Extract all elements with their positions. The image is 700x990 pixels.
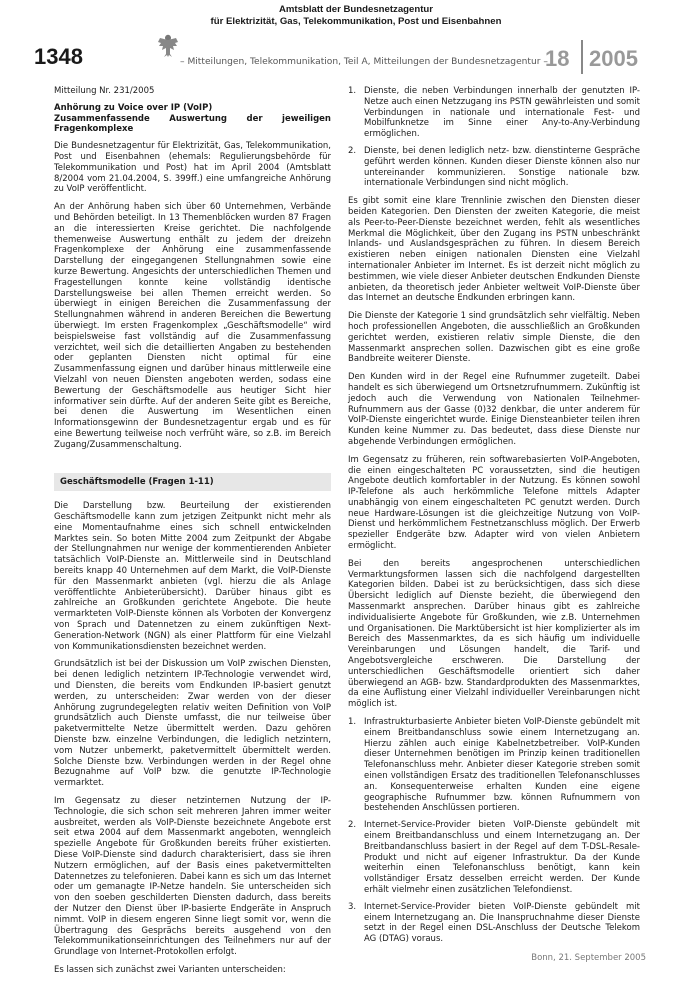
body-paragraph: Im Gegensatz zu dieser netzinternen Nutzung der IP-Technologie, die sich schon seit mehreren Jahren immer weiter ausbreitet, werden als VoIP-Dienste bezeichnete Angebote erst seit etwa 2004 auf dem Massenmarkt angeboten, wenngleich spezielle Angebote für Großkunden bereits früher existierten. Diese VoIP-Dienste sind dadurch charakterisiert, dass sie ihren Nutzern ermöglichen, auf der Basis eines paketvermittelten Datennetzes zu telefonieren. Dabei kann es sich um das Internet oder um gemanagte IP-Netze handeln. Sie unterscheiden sich von den soeben geschilderten Diensten dadurch, dass bereits der Nutzer den Dienst über IP-basierte Endgeräte in Anspruch nimmt. VoIP in diesem engeren Sinne liegt somit vor, wenn die Übertragung des Gesprächs bereits ausgehend von den Telekommunikationseinrichtungen des Teilnehmers nur auf der Grundlage von Internet-Protokollen erfolgt. [54, 796, 331, 958]
intro-paragraph: Die Bundesnetzagentur für Elektrizität, Gas, Telekommunikation, Post und Eisenbahnen (ehemals: Regulierungsbehörde für Telekommunikation und Post) hat im April 2004 (Amtsblatt 8/2004 vom 21.04.2004, S. 399ff.) eine umfangreiche Anhörung zu VoIP veröffentlicht. [54, 141, 331, 195]
list-item [348, 820, 640, 896]
body-paragraph: Die Darstellung bzw. Beurteilung der existierenden Geschäftsmodelle kann zum jetzigen Zeitpunkt nicht mehr als eine Momentaufnahme eines sich schnell entwickelnden Marktes sein. So boten Mitte 2004 zum Zeitpunkt der Abgabe der Stellungnahmen nur wenige der kommentierenden Anbieter tatsächlich VoIP-Dienste an. Mittlerweile sind in Deutschland bereits knapp 40 Unternehmen auf dem Markt, die VoIP-Dienste für den Massenmarkt anbieten (vgl. hierzu die als Anlage veröffentlichte Anbieterübersicht). Darüber hinaus gibt es zahlreiche an Großkunden gerichtete Angebote. Die heute vermarkteten VoIP-Dienste können als Vorboten der Konvergenz von Sprach und Datennetzen zu einem zukünftigen Next-Generation-Network (NGN) als einer Plattform für eine Vielzahl von Kommunikationsdiensten bezeichnet werden. [54, 501, 331, 652]
list-text: Internet-Service-Provider bieten VoIP-Dienste gebündelt mit einem Internetzugang an. Die Inanspruchnahme dieser Dienste setzt in der Regel einen DSL-Anschluss der Deutsche Telekom AG (DTAG) voraus. [364, 901, 640, 945]
list-item [348, 86, 640, 140]
intro-paragraph: An der Anhörung haben sich über 60 Unternehmen, Verbände und Behörden beteiligt. In 13 Themenblöcken wurden 87 Fragen an die interessierten Kreise gerichtet. Die nachfolgende themenweise Auswertung enthält zu jedem der dreizehn Fragenkomplexe der Anhörung eine zusammenfassende Darstellung der eingegangenen Stellungnahmen sowie eine kurze Bewertung. Angesichts der unterschiedlichen Themen und Fragestellungen konnte keine vollständig identische Darstellungsweise bei allen Themen erreicht werden. So überwiegt in einigen Bereichen die Zusammenfassung der Stellungnahmen während in anderen Bereichen die Bewertung überwiegt. Im ersten Fragenkomplex „Geschäftsmodelle“ wird beispielsweise fast vollständig auf die Zusammenfassung verzichtet, weil sich die detaillierten Angaben zu bestehenden oder geplanten Diensten nicht optimal für eine Zusammenfassung eignen und darüber hinaus mittlerweile eine Vielzahl von neuen Diensten angeboten werden, sodass eine Bewertung der Geschäftsmodelle aus heutiger Sicht hier informativer sein dürfte. Auf der anderen Seite gibt es Bereiche, bei denen die Auswertung im Wesentlichen einen Informationsgewinn der Bundesnetzagentur ergab und es für eine Bewertung teilweise noch verfrüht wäre, so z.B. im Bereich Zugang/Zusammenschaltung. [54, 202, 331, 450]
page-number: 1348 [34, 44, 83, 69]
federal-eagle-icon [157, 32, 179, 58]
list-item [348, 902, 640, 945]
notice-number: Mitteilung Nr. 231/2005 [54, 86, 155, 96]
list-text: Dienste, die neben Verbindungen innerhalb der genutzten IP-Netze auch einen Netzzugang ins PSTN gewährleisten und somit Verbindungen in nationale und internationale Fest- und Mobilfunknetze im Sinne einer Any-to-Any-Verbindung ermöglichen. [364, 86, 640, 140]
provider-categories-list [348, 717, 640, 945]
body-paragraph: Die Dienste der Kategorie 1 sind grundsätzlich sehr vielfältig. Neben hoch professionellen Angeboten, die ausschließlich an Großkunden gerichtet werden, existieren relativ simple Dienste, die den Massenmarkt ansprechen sollen. Dazwischen gibt es eine große Bandbreite weiterer Dienste. [348, 311, 640, 365]
left-column [54, 86, 331, 983]
body-paragraph: Es gibt somit eine klare Trennlinie zwischen den Diensten dieser beiden Kategorien. Den Diensten der zweiten Kategorie, die meist als Peer-to-Peer-Dienste bezeichnet werden, fehlt als wesentliches Merkmal die Möglichkeit, über den Zugang ins PSTN unbeschränkt Inlands- und Auslandsgesprächen zu führen. In diesem Bereich existieren neben einigen nationalen Diensten eine Vielzahl internationaler Anbieter im Internet. Es ist derzeit nicht möglich zu bestimmen, wie viele dieser Anbieter deutschen Endkunden Dienste anbieten, da theoretisch jeder Anbieter weltweit VoIP-Dienste über das Internet an deutsche Endkunden erbringen kann. [348, 196, 640, 304]
list-item [348, 146, 640, 189]
list-number: 2. [348, 145, 357, 156]
gazette-title [186, 4, 526, 28]
footer-date: Bonn, 21. September 2005 [531, 953, 646, 963]
body-paragraph: Bei den bereits angesprochenen unterschiedlichen Vermarktungsformen lassen sich die nachfolgend dargestellten Kategorien bilden. Dabei ist zu berücksichtigen, dass sich diese Übersicht lediglich auf Dienste bezieht, die überwiegend den Massenmarkt ansprechen. Darüber hinaus gibt es zahlreiche individualisierte Angebote für Großkunden, wie z.B. Unternehmen und Organisationen. Die Marktübersicht ist hier komplizierter als im Bereich des Massenmarktes, da es sich häufig um individuelle Vereinbarungen und Lösungen handelt, die Tarif- und Angebotsvergleiche erschweren. Die Darstellung der unterschiedlichen Geschäftsmodelle orientiert sich daher überwiegend an AGB- bzw. Standardprodukten des Massenmarktes, da eine Auflistung einer Vielzahl individueller Vereinbarungen nicht möglich ist. [348, 558, 640, 710]
list-number: 2. [348, 820, 357, 831]
body-paragraph: Grundsätzlich ist bei der Diskussion um VoIP zwischen Diensten, bei denen lediglich netzintern IP-Technologie verwendet wird, und Diensten, die bereits vom Endkunden IP-basiert genutzt werden, zu unterscheiden: Zwar werden von der dieser Anhörung zugrundegelegten relativ weiten Definition von VoIP grundsätzlich auch Dienste umfasst, die nur teilweise über paketvermittelte Netze übermittelt werden. Dazu gehören Dienste bzw. einzelne Verbindungen, die lediglich netzintern, vom Nutzer unbemerkt, paketvermittelt übermittelt werden. Solche Dienste bzw. Verbindungen werden in der Regel ohne Bezugnahme auf VoIP bzw. die genutzte IP-Technologie vermarktet. [54, 659, 331, 789]
variants-list [348, 86, 640, 189]
article-heading-line1: Anhörung zu Voice over IP (VoIP) [54, 102, 213, 113]
list-item [348, 717, 640, 814]
article-heading [54, 103, 331, 135]
list-number: 3. [348, 901, 357, 912]
issue-badge [545, 46, 645, 74]
gazette-subtitle: – Mitteilungen, Telekommunikation, Teil A, Mitteilungen der Bundesnetzagentur – [180, 57, 548, 67]
article-heading-line2: Zusammenfassende Auswertung der jeweiligen Fragenkomplexe [54, 113, 331, 135]
body-paragraph: Im Gegensatz zu früheren, rein softwarebasierten VoIP-Angeboten, die einen eingeschalteten PC voraussetzten, sind die heutigen Angebote deutlich komfortabler in der Nutzung. Es können sowohl IP-Telefone als auch herkömmliche Telefone mittels Adapter unabhängig von einem eingeschalteten PC genutzt werden. Durch neue Hardware-Lösungen ist die gleichzeitige Nutzung von VoIP-Dienst und herkömmlichem Festnetzanschluss möglich. Der Erwerb spezieller Endgeräte bzw. Adapter wird von vielen Anbietern ermöglicht. [348, 454, 640, 552]
list-text: Dienste, bei denen lediglich netz- bzw. dienstinterne Gespräche geführt werden können. Kunden dieser Dienste können also nur untereinander kommunizieren. Sonstige nationale bzw. internationale Verbindungen sind nicht möglich. [364, 145, 640, 189]
body-paragraph: Es lassen sich zunächst zwei Varianten unterscheiden: [54, 964, 286, 975]
list-number: 1. [348, 86, 357, 96]
list-text: Internet-Service-Provider bieten VoIP-Dienste gebündelt mit einem Breitbandanschluss und einem Internetzugang an. Der Breitbandanschluss basiert in der Regel auf dem T-DSL-Resale-Produkt und nicht auf eigener Infrastruktur. Da der Kunde weiterhin einen Telefonanschluss benötigt, kann kein vollständiger Ersatz desselben erreicht werden. Der Kunde erhält vielmehr einen zusätzlichen Telefondienst. [364, 820, 640, 895]
gazette-title-line1: Amtsblatt der Bundesnetzagentur [278, 4, 434, 15]
issue-year: 2005 [589, 46, 638, 71]
issue-divider [581, 40, 583, 74]
section-heading: Geschäftsmodelle (Fragen 1-11) [54, 473, 331, 492]
list-number: 1. [348, 717, 357, 728]
issue-number: 18 [545, 46, 570, 71]
body-paragraph: Den Kunden wird in der Regel eine Rufnummer zugeteilt. Dabei handelt es sich überwiegend um Ortsnetzrufnummern. Zukünftig ist jedoch auch die Verwendung von Nationalen Teilnehmer-Rufnummern aus der Gasse (0)32 denkbar, die unter anderem für VoIP-Dienste eingerichtet wurde. Einige Diensteanbieter teilen ihren Kunden keine Nummer zu. Das bedeutet, dass diese Dienste nur abgehende Verbindungen ermöglichen. [348, 372, 640, 447]
list-text: Infrastrukturbasierte Anbieter bieten VoIP-Dienste gebündelt mit einem Breitbandanschluss sowie einem Internetzugang an. Hierzu zählen auch einige Kabelnetzbetreiber. VoIP-Kunden dieser Unternehmen benötigen im Prinzip keinen traditionellen Telefonanschluss mehr. Anbieter dieser Kategorie streben somit einen vollständigen Ersatz des traditionellen Telefonanschlusses an. Konsequenterweise erhalten Kunden eine eigene geographische Rufnummer bzw. können Rufnummern von bestehenden Anschlüssen portieren. [364, 717, 640, 814]
right-column [348, 86, 640, 952]
gazette-title-line2: für Elektrizität, Gas, Telekommunikation, Post und Eisenbahnen [210, 16, 502, 27]
